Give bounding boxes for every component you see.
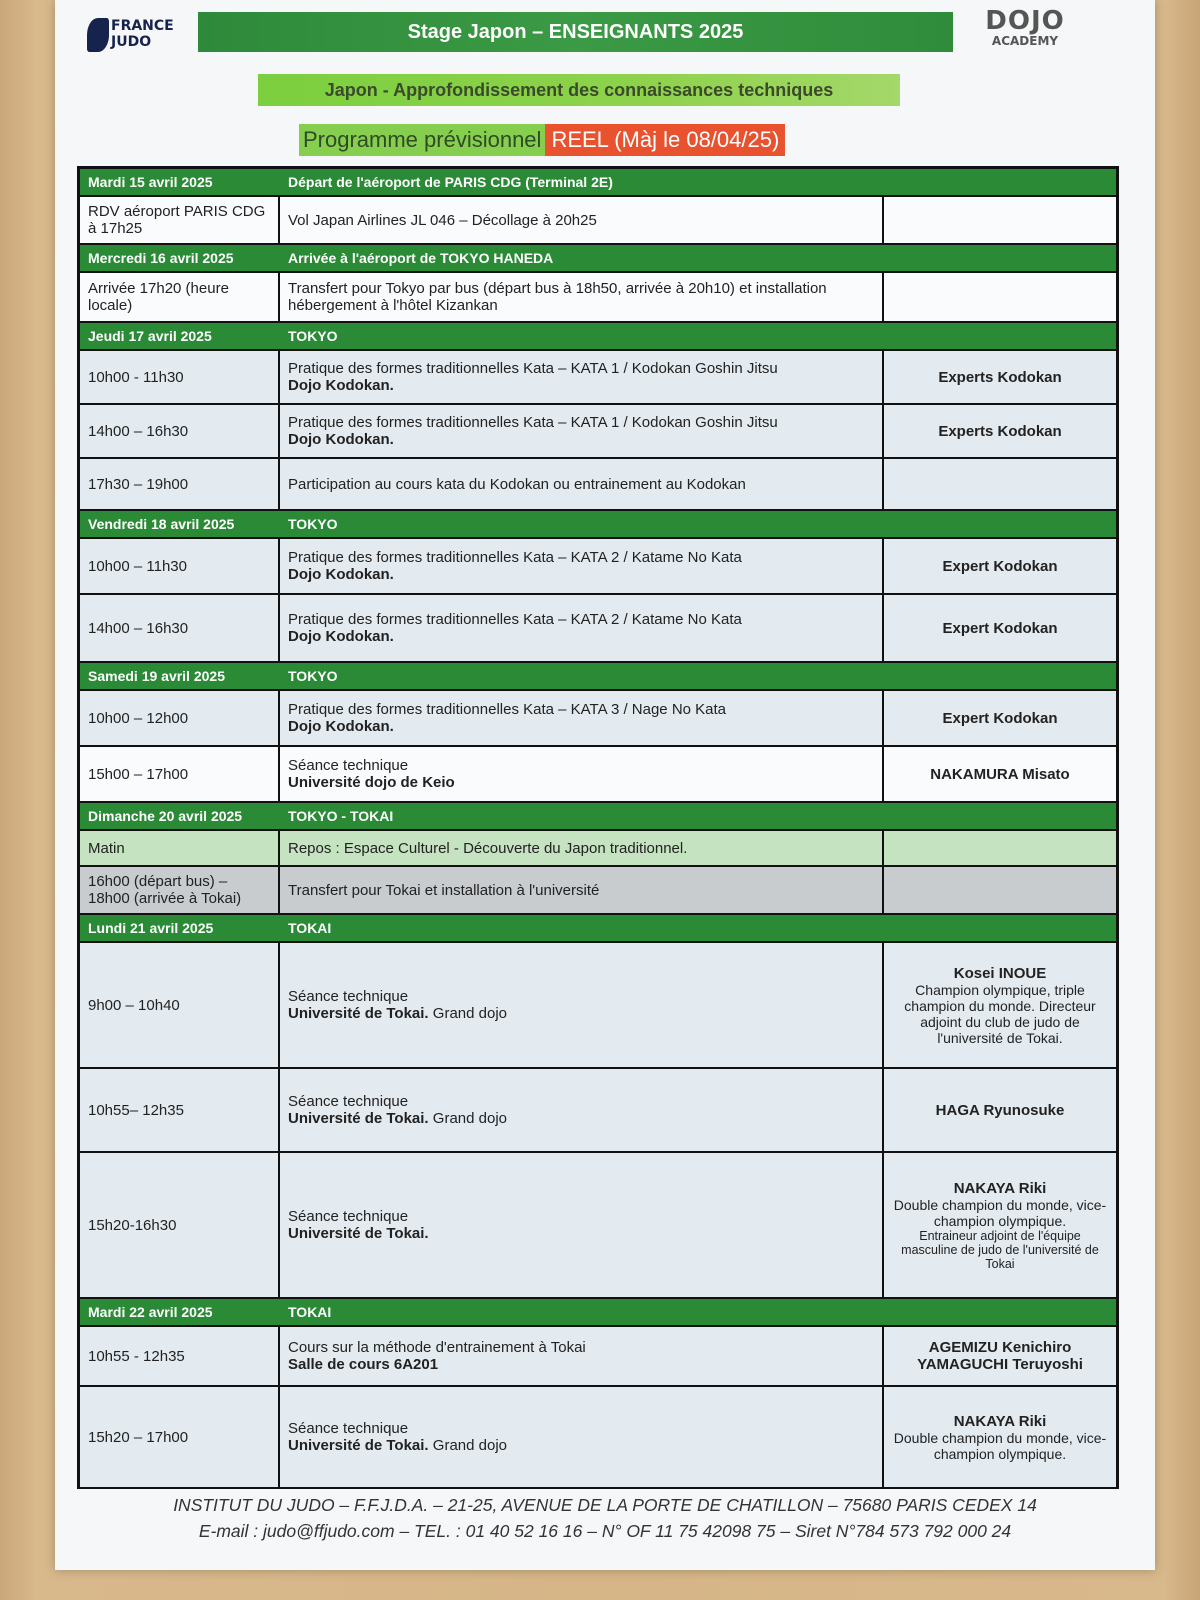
day-location: TOKAI: [288, 1304, 332, 1320]
session-time: Matin: [80, 831, 280, 865]
schedule-row: [80, 1387, 1116, 1489]
day-date: Jeudi 17 avril 2025: [88, 328, 212, 344]
session-speaker: [884, 273, 1116, 321]
day-date: Vendredi 18 avril 2025: [88, 516, 235, 532]
session-time: 15h00 – 17h00: [80, 747, 280, 801]
session-activity: [280, 405, 884, 457]
session-speaker: [884, 1069, 1116, 1151]
schedule-row: [80, 831, 1116, 867]
day-header: [80, 1299, 1116, 1327]
schedule-row: [80, 943, 1116, 1069]
schedule-row: [80, 1153, 1116, 1299]
session-activity: [280, 459, 884, 509]
activity-description: Pratique des formes traditionnelles Kata – KATA 1 / Kodokan Goshin Jitsu: [288, 360, 778, 377]
activity-description: Repos : Espace Culturel - Découverte du Japon traditionnel.: [288, 839, 688, 857]
day-header: [80, 245, 1116, 273]
session-activity: [280, 351, 884, 403]
day-date: Lundi 21 avril 2025: [88, 920, 214, 936]
day-header: [80, 915, 1116, 943]
activity-location-line: [288, 1110, 874, 1127]
activity-description: Séance technique: [288, 1093, 409, 1110]
programme-banner: [299, 124, 785, 156]
reel-update-label: REEL (Màj le 08/04/25): [545, 124, 785, 156]
activity-location: Dojo Kodokan.: [288, 377, 394, 394]
activity-location-detail: Grand dojo: [428, 1005, 507, 1022]
session-activity: [280, 747, 884, 801]
activity-location: Dojo Kodokan.: [288, 628, 394, 645]
session-activity: [280, 831, 884, 865]
activity-location-line: [288, 628, 874, 645]
schedule-row: [80, 405, 1116, 459]
session-speaker: [884, 405, 1116, 457]
speaker-name: Experts Kodokan: [938, 422, 1062, 440]
france-judo-logo-mark-icon: [87, 18, 109, 52]
day-header: [80, 663, 1116, 691]
schedule-row: [80, 197, 1116, 245]
day-location: Départ de l'aéroport de PARIS CDG (Terminal 2E): [288, 174, 613, 190]
activity-location: Dojo Kodokan.: [288, 566, 394, 583]
activity-location: Dojo Kodokan.: [288, 431, 394, 448]
activity-location-detail: Grand dojo: [428, 1437, 507, 1454]
france-judo-logo: [87, 16, 197, 56]
session-speaker: [884, 747, 1116, 801]
session-time: 14h00 – 16h30: [80, 595, 280, 661]
activity-location-line: [288, 774, 874, 791]
activity-location: Salle de cours 6A201: [288, 1356, 439, 1373]
france-judo-logo-text: FRANCE JUDO: [111, 18, 174, 50]
day-location: TOKYO: [288, 668, 338, 684]
schedule-table: [77, 166, 1119, 1489]
session-speaker: [884, 595, 1116, 661]
schedule-row: [80, 691, 1116, 747]
speaker-name: HAGA Ryunosuke: [935, 1101, 1065, 1119]
session-activity: [280, 539, 884, 593]
day-location: TOKAI: [288, 920, 332, 936]
schedule-row: [80, 539, 1116, 595]
activity-location-line: [288, 718, 874, 735]
speaker-name: Experts Kodokan: [938, 368, 1062, 386]
session-time: 16h00 (départ bus) – 18h00 (arrivée à Tokai): [80, 867, 280, 913]
speaker-detail: Double champion du monde, vice-champion olympique.: [893, 1429, 1107, 1462]
session-activity: [280, 1153, 884, 1297]
speaker-name: Expert Kodokan: [942, 709, 1058, 727]
activity-description: Vol Japan Airlines JL 046 – Décollage à 20h25: [288, 211, 597, 229]
document-page: [55, 0, 1155, 1570]
session-time: 9h00 – 10h40: [80, 943, 280, 1067]
document-title: Stage Japon – ENSEIGNANTS 2025: [198, 12, 953, 52]
session-speaker: [884, 867, 1116, 913]
session-speaker: [884, 1153, 1116, 1297]
session-activity: [280, 273, 884, 321]
session-speaker: [884, 831, 1116, 865]
session-time: 10h55– 12h35: [80, 1069, 280, 1151]
session-speaker: [884, 943, 1116, 1067]
footer: [55, 1492, 1155, 1544]
activity-location-line: [288, 1005, 874, 1022]
speaker-name: NAKAYA Riki: [953, 1179, 1047, 1197]
programme-label: Programme prévisionnel: [299, 124, 545, 156]
session-time: 10h55 - 12h35: [80, 1327, 280, 1385]
activity-description: Pratique des formes traditionnelles Kata – KATA 1 / Kodokan Goshin Jitsu: [288, 414, 778, 431]
session-activity: [280, 691, 884, 745]
day-date: Samedi 19 avril 2025: [88, 668, 225, 684]
day-location: TOKYO - TOKAI: [288, 808, 394, 824]
day-header: [80, 169, 1116, 197]
schedule-row: [80, 747, 1116, 803]
schedule-row: [80, 351, 1116, 405]
speaker-name: NAKAYA Riki: [953, 1412, 1047, 1430]
session-activity: [280, 1387, 884, 1487]
activity-description: Cours sur la méthode d'entrainement à Tokai: [288, 1339, 586, 1356]
speaker-name: Expert Kodokan: [942, 619, 1058, 637]
activity-location: Université de Tokai.: [288, 1225, 429, 1242]
speaker-name: Expert Kodokan: [942, 557, 1058, 575]
activity-location: Université dojo de Keio: [288, 774, 455, 791]
session-activity: [280, 943, 884, 1067]
session-activity: [280, 1327, 884, 1385]
activity-description: Pratique des formes traditionnelles Kata – KATA 2 / Katame No Kata: [288, 611, 742, 628]
activity-description: Séance technique: [288, 988, 409, 1005]
session-time: RDV aéroport PARIS CDG à 17h25: [80, 197, 280, 243]
activity-description: Transfert pour Tokyo par bus (départ bus à 18h50, arrivée à 20h10) et installation hébergement à l'hôtel Kizankan: [288, 280, 827, 314]
session-time: 10h00 – 11h30: [80, 539, 280, 593]
activity-location-line: [288, 377, 874, 394]
day-location: Arrivée à l'aéroport de TOKYO HANEDA: [288, 250, 554, 266]
activity-location: Dojo Kodokan.: [288, 718, 394, 735]
schedule-row: [80, 273, 1116, 323]
session-speaker: [884, 459, 1116, 509]
session-speaker: [884, 691, 1116, 745]
speaker-detail-extra: Entraineur adjoint de l'équipe masculine de judo de l'université de Tokai: [901, 1228, 1099, 1271]
activity-description: Séance technique: [288, 1420, 409, 1437]
session-speaker: [884, 539, 1116, 593]
day-header: [80, 511, 1116, 539]
activity-description: Séance technique: [288, 1208, 409, 1225]
session-activity: [280, 1069, 884, 1151]
day-location: TOKYO: [288, 516, 338, 532]
activity-description: Pratique des formes traditionnelles Kata – KATA 2 / Katame No Kata: [288, 549, 742, 566]
day-date: Mardi 22 avril 2025: [88, 1304, 213, 1320]
session-speaker: [884, 197, 1116, 243]
day-location: TOKYO: [288, 328, 338, 344]
session-time: 10h00 – 12h00: [80, 691, 280, 745]
speaker-detail: Champion olympique, triple champion du monde. Directeur adjoint du club de judo de l'université de Tokai.: [904, 981, 1096, 1046]
session-activity: [280, 867, 884, 913]
activity-location-line: [288, 1356, 874, 1373]
session-time: 17h30 – 19h00: [80, 459, 280, 509]
session-speaker: [884, 1387, 1116, 1487]
footer-contact: E-mail : judo@ffjudo.com – TEL. : 01 40 52 16 16 – N° OF 11 75 42098 75 – Siret N°784 573 792 000 24: [198, 1521, 1012, 1541]
activity-description: Transfert pour Tokai et installation à l'université: [288, 881, 600, 899]
session-time: 10h00 - 11h30: [80, 351, 280, 403]
session-time: Arrivée 17h20 (heure locale): [80, 273, 280, 321]
activity-location-line: [288, 1437, 874, 1454]
activity-location-line: [288, 566, 874, 583]
speaker-name: Kosei INOUE: [953, 964, 1047, 982]
activity-location-line: [288, 1225, 874, 1242]
activity-description: Séance technique: [288, 757, 409, 774]
activity-location: Université de Tokai.: [288, 1110, 429, 1127]
activity-location: Université de Tokai.: [288, 1005, 429, 1022]
speaker-name: NAKAMURA Misato: [930, 765, 1070, 783]
session-activity: [280, 595, 884, 661]
schedule-row: [80, 595, 1116, 663]
activity-location-line: [288, 431, 874, 448]
session-activity: [280, 197, 884, 243]
day-date: Mardi 15 avril 2025: [88, 174, 213, 190]
session-time: 15h20 – 17h00: [80, 1387, 280, 1487]
speaker-detail: Double champion du monde, vice-champion olympique.: [893, 1196, 1107, 1229]
activity-location-detail: Grand dojo: [428, 1110, 507, 1127]
activity-description: Pratique des formes traditionnelles Kata – KATA 3 / Nage No Kata: [288, 701, 727, 718]
day-header: [80, 803, 1116, 831]
session-speaker: [884, 1327, 1116, 1385]
footer-address: INSTITUT DU JUDO – F.F.J.D.A. – 21-25, AVENUE DE LA PORTE DE CHATILLON – 75680 PARIS CEDEX 14: [173, 1495, 1037, 1515]
session-time: 14h00 – 16h30: [80, 405, 280, 457]
session-speaker: [884, 351, 1116, 403]
day-date: Mercredi 16 avril 2025: [88, 250, 234, 266]
schedule-row: [80, 867, 1116, 915]
schedule-row: [80, 459, 1116, 511]
schedule-row: [80, 1069, 1116, 1153]
day-date: Dimanche 20 avril 2025: [88, 808, 243, 824]
document-subtitle: Japon - Approfondissement des connaissances techniques: [258, 74, 900, 106]
dojo-academy-logo: DOJO ACADEMY: [985, 6, 1065, 48]
activity-description: Participation au cours kata du Kodokan ou entrainement au Kodokan: [288, 475, 746, 493]
day-header: [80, 323, 1116, 351]
session-time: 15h20-16h30: [80, 1153, 280, 1297]
speaker-name: AGEMIZU Kenichiro YAMAGUCHI Teruyoshi: [917, 1339, 1083, 1373]
activity-location: Université de Tokai.: [288, 1437, 429, 1454]
schedule-row: [80, 1327, 1116, 1387]
